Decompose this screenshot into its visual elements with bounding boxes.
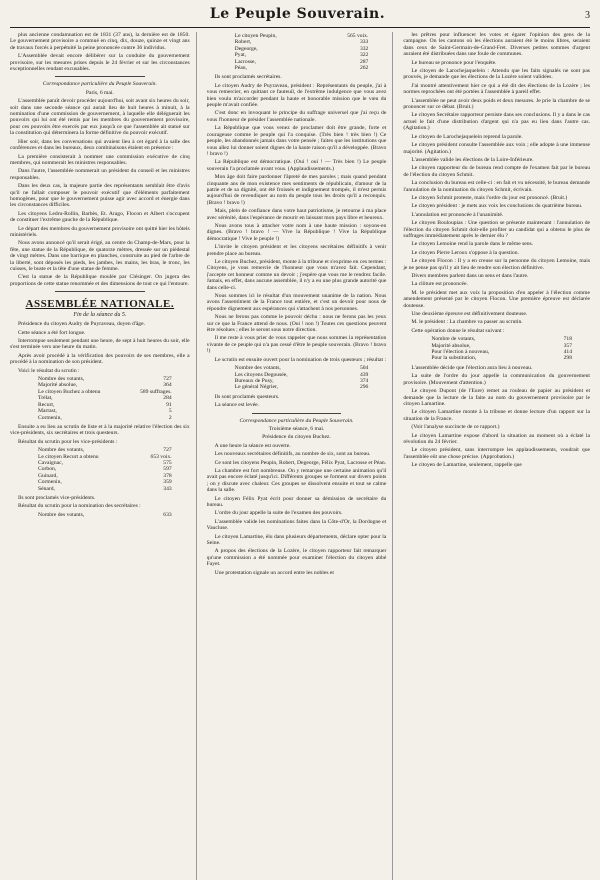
paragraph: Voici le résultat du scrutin : xyxy=(18,367,80,374)
paragraph: L'Assemblée devait encore délibérer sur la conduite du gouvernement provisoire, sur les mesures prises depuis le 24 février et sur les circonstances exceptionnelles rendant excusables. xyxy=(10,53,190,73)
paragraph: Le citoyen Lamartine, élu dans plusieurs départements, déclare opter pour la Seine. xyxy=(206,533,387,547)
vote-label: Le citoyen Peupin, xyxy=(234,33,277,39)
vote-value: 718 xyxy=(563,336,572,343)
paragraph: Le citoyen de Larochejaquelein : Attendu que les faits signalés ne sont pas prouvés, je demande que les élections de la Lozère soient validées. xyxy=(403,68,590,81)
vote-label: Nombre des votants, xyxy=(38,511,85,518)
vote-value: 2 xyxy=(168,414,172,421)
paragraph: La séance est levée. xyxy=(214,402,260,409)
paragraph: Interrompue seulement pendant une heure, de sept à huit heures du soir, elle s'est terminée vers une heure du matin. xyxy=(10,338,190,351)
vote-label: Trélat, xyxy=(38,395,53,402)
vote-label: Bureaux de Pusy, xyxy=(234,377,274,384)
vote-value: 378 xyxy=(163,472,172,479)
paragraph: La République que vous venez de proclamer doit être grande, forte et courageuse comme le peuple qui l'a conquise. (Très bien ! très bien !) Ce peuple, les abandonnés jamais dans votre pensée ; faites que les institutions que vous allez lui donner soient dignes de la haute raison qu'il a développée. (Bravo ! bravo !) xyxy=(206,125,387,157)
vote-label: Cavaignac, xyxy=(38,459,64,466)
paragraph: (Voir l'analyse succincte de ce rapport.) xyxy=(411,424,500,431)
vote-value: 343 xyxy=(163,485,172,492)
separator xyxy=(55,76,145,77)
vote-label: Cormenin, xyxy=(38,414,62,421)
paragraph: L'ordre du jour appelle la suite de l'examen des pouvoirs. xyxy=(214,510,343,517)
section-title: ASSEMBLÉE NATIONALE. xyxy=(25,298,175,311)
paragraph: L'assemblée décide que l'élection aura lieu à nouveau. xyxy=(411,364,533,371)
vote-value: 5 xyxy=(168,408,172,415)
paragraph: L'assemblée valide les élections de la Loire-Inférieure. xyxy=(411,156,534,163)
paragraph: Le citoyen Schmit proteste, mais l'ordre du jour est prononcé. (Bruit.) xyxy=(411,194,568,201)
column-1 xyxy=(10,32,197,880)
paragraph: Après avoir procédé à la vérification des pouvoirs de ses membres, elle a procédé à la nomination de son président. xyxy=(10,352,190,366)
paragraph: Le citoyen Bouloupias : Une question se présente maintenant : l'annulation de l'élection du citoyen Schmit doit-elle profiter au candidat qui a obtenu le plus de suffrages immédiatement après le dernier élu ? xyxy=(403,220,590,239)
paragraph: La conclusion du bureau est celle-ci : en fait et vu nécessité, le bureau demande l'annulation de la nomination du citoyen Schmit, écrivain. xyxy=(403,180,590,193)
columns xyxy=(10,32,590,880)
vote-label: Pour l'élection à nouveau, xyxy=(431,349,490,356)
vote-row xyxy=(10,415,190,421)
column-3 xyxy=(403,32,590,880)
vote-value: 284 xyxy=(163,395,172,402)
paragraph: Le bureau se prononce pour l'enquête. xyxy=(411,59,497,66)
vote-label: Cormenin, xyxy=(38,479,62,486)
paragraph: Le citoyen rapporteur du 4e bureau rend compte de l'examen fait par le bureau de l'élection du citoyen Schmit. xyxy=(403,165,590,178)
vote-value: 504 xyxy=(359,365,369,372)
vote-value: 296 xyxy=(359,384,369,391)
vote-list xyxy=(207,33,387,71)
vote-row xyxy=(207,65,387,71)
vote-value: 633 xyxy=(163,511,172,518)
paragraph: Divers membres parlent dans un sens et dans l'autre. xyxy=(411,273,529,279)
vote-list xyxy=(10,447,190,492)
paragraph: Résultat du scrutin pour la nomination des secrétaires : xyxy=(18,503,141,510)
paragraph: Ensuite a eu lieu au scrutin de liste et à la majorité relative l'élection des six vice-présidents, six secrétaires et trois questeurs. xyxy=(10,423,190,437)
vote-label: Pour la substitution, xyxy=(431,355,477,362)
paragraph: Mais, plein de confiance dans votre haut patriotisme, je retourne à ma place avec sérénité, dans l'espérance de mourir en laissant mon pays libre et heureux. xyxy=(206,208,387,221)
correspondence-title: Correspondance particulière du Peuple Souverain. xyxy=(42,81,157,88)
paragraph: L'assemblée ne peut avoir deux poids et deux mesures. Je prie la chambre de se prononcer sur ce débat. (Bruit.) xyxy=(403,97,590,111)
paragraph: Le citoyen Lamartine expose d'abord la situation au moment où a éclaté la révolution du 24 février. xyxy=(403,432,590,445)
vote-value: 287 xyxy=(359,58,369,65)
vote-value: 374 xyxy=(359,377,369,384)
vote-label: Nombre des votants, xyxy=(38,376,85,383)
paragraph: Le départ des membres du gouvernement provisoire ont quitté hier les hôtels ministériels. xyxy=(10,225,190,238)
vote-label: Nombre de votants, xyxy=(431,336,476,343)
vote-label: Sénard, xyxy=(38,485,55,492)
vote-label: Le citoyen Recurt a obtenu xyxy=(38,453,99,460)
correspondence-title: Correspondance particulière du Peuple Souverain. xyxy=(239,417,354,424)
paragraph: Cette opération donne le résultat suivant : xyxy=(411,327,505,334)
correspondence-date: Troisième séance, 6 mai. xyxy=(268,425,325,432)
page-number: 3 xyxy=(585,10,590,21)
paragraph: Le citoyen président : je mets aux voix les conclusions du quatrième bureau. xyxy=(411,203,583,210)
paragraph: Le citoyen de Lamartine, seulement, rappelle que xyxy=(411,462,522,469)
paragraph: L'annulation est prononcée à l'unanimité. xyxy=(411,211,504,218)
vote-row xyxy=(10,512,190,518)
paragraph: Présidence du citoyen Buchez. xyxy=(262,434,331,441)
page-header xyxy=(10,6,590,28)
vote-label: Les citoyens Degousée, xyxy=(234,371,288,378)
paragraph: Le citoyen Audry de Puyraveau, président : Représentants du peuple, j'ai à vous remercier, en quittant ce fauteuil, de l'extrême indulgence que vous avez bien voulu m'accorder pendant la haute et honorable mission que le vœu du peuple m'avait confiée. xyxy=(206,82,387,109)
paragraph: Dans l'autre, l'assemblée nommerait un président du conseil et les ministres responsables. xyxy=(10,168,190,181)
paragraph: Le citoyen Flocon : Il y a en creuse sur la personne du citoyen Lemoine, mais je ne pense pas qu'il y ait lieu de rendre son élection définitive. xyxy=(403,258,590,271)
paragraph: Le citoyen Secrétaire rapporteur persiste dans ses conclusions. Il y a dans le cas actuel le fait d'une distribution d'argent qui n'a pas eu lieu dans l'autre cas. (Agitation.) xyxy=(403,112,590,132)
vote-value: 597 xyxy=(163,466,172,473)
vote-value: 727 xyxy=(163,447,172,454)
paragraph: Ils sont proclamés vice-présidents. xyxy=(18,494,96,501)
paragraph: Hier soir, dans les conversations qui avaient lieu à cet égard à la salle des conférences et dans les bureaux, deux combinaisons étaient en présence : xyxy=(10,138,190,152)
paragraph: L'assemblée valide les nominations faites dans la Côte-d'Or, la Dordogne et Vaucluse. xyxy=(206,518,387,532)
vote-value: 359 xyxy=(163,479,172,486)
vote-value: 727 xyxy=(163,376,172,383)
vote-label: Degeorge, xyxy=(234,45,258,52)
vote-label: Pyat, xyxy=(234,52,246,59)
paragraph: La première consisterait à nommer une commission exécutive de cinq membres, qui nommerait les ministres responsables. xyxy=(10,153,190,166)
vote-value: 332 xyxy=(359,45,369,52)
vote-list xyxy=(207,365,387,391)
paragraph: C'est donc en invoquant le principe du suffrage universel que j'ai reçu de vous l'honneur de présider l'assemblée nationale. xyxy=(206,110,387,123)
paragraph: Le citoyen Félix Pyat écrit pour donner sa démission de secrétaire du bureau. xyxy=(206,495,387,508)
vote-value: 364 xyxy=(163,382,172,389)
correspondence-date: Paris, 6 mai. xyxy=(85,89,114,96)
vote-row xyxy=(10,486,190,492)
paragraph: L'assemblée paraît devoir procéder aujourd'hui, soit avant six heures du soir, soit dans une seconde séance qui aurait lieu de huit heures à minuit, à la nomination d'une commission de gouvernement, à laquelle elle déléguerait les pouvoirs qui lui ont été remis par les membres du gouvernement provisoire, pour ces pouvoirs être exercés par eux jusqu'à ce que l'assemblée ait statué sur la constitution qui déterminera la forme définitive du pouvoir exécutif. xyxy=(10,98,190,137)
paragraph: L'invite le citoyen président et les citoyens secrétaires définitifs à venir prendre place au bureau. xyxy=(206,244,387,257)
paragraph: Nous ne ferons pas comme le pouvoir déchu : nous ne ferons pas les yeux sur ce que la France attend de nous. (Oui ! non !) Toutes ces questions peuvent être résolues ; elles le seront sous notre direction. xyxy=(206,314,387,334)
paragraph: La République est démocratique. (Oui ! oui ! — Très bien !) Le peuple souverain l'a proclamée avant vous. (Applaudissements.) xyxy=(206,159,387,172)
paragraph: Mon âge doit faire pardonner l'âpreté de mes paroles ; mais quand pendant cinquante ans de mon existence mes sentiments de républicain, d'amour de la patrie et de sa dignité, ont été froissés et indignement trompés, il m'est permis aujourd'hui de revendiquer au nom du peuple tous les droits qu'il a reconquis. (Bravo ! bravo !) xyxy=(206,174,387,206)
vote-label: Nombre des votants, xyxy=(234,365,281,372)
vote-label: Majorité absolue, xyxy=(38,382,78,389)
vote-row xyxy=(207,384,387,390)
paragraph: J'ai montré attentivement hier ce qui a été dit des élections de la Lozère ; les normes reprochées ont été portées à l'assemblée à pareil effet. xyxy=(403,82,590,96)
paragraph: Nous avons tous à attacher votre nom à une haute mission : soyons-en dignes. (Bravo ! bravo ! — Vive la République ! Vive la République démocratique ! Vive le peuple !) xyxy=(206,222,387,242)
paragraph: Il me reste à vous prier de vous rappeler que nous sommes la représentation vivante de ce peuple qui n'a pas cessé d'être le peuple souverain. (Bravo ! bravo !) xyxy=(206,335,387,355)
paragraph: plus ancienne condamnation est de 1831 (37 ans), la dernière est de 1850. Le gouvernement provisoire a commué en cinq, dix, douze, quinze et vingt ans de travaux forcés à perpétuité la peine prononcée contre 36 individus. xyxy=(10,32,190,51)
paragraph: Le citoyen Buchez, président, monte à la tribune et s'exprime en ces termes : Citoyens, je vous remercie de l'honneur que vous m'avez fait. Cependant, j'accepte cet honneur comme un devoir ; j'espère que vous me le rendrez facile. Jamais, en effet, dans aucune assemblée, il n'y a eu une plus grande autorité que dans celle-ci. xyxy=(206,259,387,291)
vote-value: 91 xyxy=(166,401,172,408)
paragraph: Les nouveaux secrétaires définitifs, au nombre de six, sont au bureau. xyxy=(214,451,371,458)
paragraph: Une deuxième épreuve est définitivement douteuse. xyxy=(411,311,528,318)
paragraph: Le citoyen président, sans interrompre les applaudissements, voudrait que l'assemblée eût une chose précise. (Approbation.) xyxy=(403,447,590,460)
paragraph: les prêtres pour influencer les votes et égarer l'opinion des gens de la campagne. On les cantons où les élections auraient été le moins libres, seraient dans ceux de Saint-Germain-de-Grand-Fret. Diverses petites sommes d'argent auraient été distribuées dans une foule de communes. xyxy=(403,32,590,58)
vote-value: 414 xyxy=(563,349,572,356)
paragraph: M. le président met aux voix la proposition d'en appeler à l'élection comme amendement présenté par le citoyen Flocon. Une première épreuve est déclarée douteuse. xyxy=(403,289,590,309)
vote-label: Le citoyen Buchez a obtenu xyxy=(38,388,101,395)
newspaper-title: Le Peuple Souverain. xyxy=(209,6,386,22)
paragraph: Dans les deux cas, la majeure partie des représentants semblait être d'avis qu'il ne fallait composer le pouvoir exécutif que d'éléments parfaitement homogènes, pour que le gouvernement puisse agir avec accord et énergie dans les circonstances difficiles. xyxy=(10,183,190,209)
paragraph: Cette séance a été fort longue. xyxy=(18,329,86,336)
paragraph: Nous avons annoncé qu'il serait érigé, au centre du Champ-de-Mars, pour la fête, une statue de la République, de quatorze mètres, dressée sur un piédestal de vingt mètres. Dans une barrique en planches, construite au pied de l'arbre de la liberté, sont déposés les pieds, les jambes, les mains, les bras, le tronc, les cuisses, le buste et la tête d'une statue de femme. xyxy=(10,240,190,272)
paragraph: Le citoyen de Larochejaquelein reprend la parole. xyxy=(411,133,523,140)
vote-value: 589 suffrages. xyxy=(140,388,172,395)
column-2 xyxy=(207,32,394,880)
vote-value: 575 xyxy=(163,459,172,466)
paragraph: La suite de l'ordre du jour appelle la communication du gouvernement provisoire. (Mouvement d'attention.) xyxy=(403,373,590,386)
separator xyxy=(55,291,145,292)
paragraph: Présidence du citoyen Audry de Puyraveau, doyen d'âge. xyxy=(18,321,145,328)
paragraph: Le scrutin est ensuite ouvert pour la nomination de trois questeurs ; résultat : xyxy=(214,356,387,363)
vote-list xyxy=(403,336,590,362)
vote-value: 322 xyxy=(359,52,369,59)
vote-label: Guinard, xyxy=(38,472,58,479)
vote-label: Corbon, xyxy=(38,466,57,473)
vote-label: Robert, xyxy=(234,39,252,46)
paragraph: La clôture est prononcée. xyxy=(411,281,468,288)
paragraph: Ils sont proclamés secrétaires. xyxy=(214,74,282,81)
vote-label: Recurt, xyxy=(38,401,55,408)
vote-label: Péan, xyxy=(234,65,247,72)
paragraph: A une heure la séance est ouverte. xyxy=(214,442,291,449)
vote-label: Marrast, xyxy=(38,408,57,415)
paragraph: Une protestation signale un accord entre les nobles et xyxy=(214,569,334,576)
vote-list xyxy=(10,512,190,518)
vote-value: 565 voix. xyxy=(347,33,369,39)
paragraph: A propos des élections de la Lozère, le citoyen rapporteur fait remarquer qu'une commission a été nommée pour examiner l'élection du citoyen abbé Fayet. xyxy=(206,548,387,568)
paragraph: Le citoyen Dupont (de l'Eure) remet au rouleau de papier au président et demande que la lecture de la faite au nom du gouvernement provisoire par le citoyen Lamartine. xyxy=(403,388,590,407)
paragraph: C'est la statue de la République moulée par Clésinger. On jugera des proportions de cette statue renommée et des dimensions de tout ce qui l'entoure. xyxy=(10,274,190,287)
vote-value: 439 xyxy=(359,371,369,378)
vote-label: Lacrosse, xyxy=(234,58,256,65)
vote-row xyxy=(403,355,590,361)
paragraph: Le citoyen président consulte l'assemblée aux voix ; elle adopte à une immense majorité. (Agitation.) xyxy=(403,142,590,155)
section-subtitle: Fin de la séance du 5. xyxy=(73,312,127,319)
paragraph: M. le président : La chambre va passer au scrutin. xyxy=(411,319,523,326)
vote-value: 298 xyxy=(563,355,572,362)
paragraph: Le citoyen Pierre Leroux s'oppose à la question. xyxy=(411,249,519,256)
separator xyxy=(252,413,342,414)
vote-label: Majorité absolue, xyxy=(431,342,471,349)
vote-value: 653 voix. xyxy=(150,453,172,460)
paragraph: Ce sont les citoyens Peupin, Robert, Degeorge, Félix Pyat, Lacrosse et Péan. xyxy=(214,459,387,466)
vote-value: 262 xyxy=(359,65,369,72)
paragraph: La chambre est fort nombreuse. On y remarque une certaine animation qu'il avait pas encore éclaté jusqu'ici. Différents groupes se forment sur divers points ; on y discute avec chaleur. Ces groupes se dissolvent ensuite et tout se calme dans la salle. xyxy=(206,467,387,494)
paragraph: Le citoyen Lamartine monte à la tribune et donne lecture d'un rapport sur la situation de la France. xyxy=(403,409,590,422)
paragraph: Les citoyens Ledru-Rollin, Barbès, Et. Arago, Flocon et Albert s'occupent de constituer l'extrême gauche de la République. xyxy=(10,210,190,224)
vote-label: Le général Négrier, xyxy=(234,384,279,391)
paragraph: Ils sont proclamés questeurs. xyxy=(214,393,280,400)
vote-list xyxy=(10,376,190,421)
vote-value: 357 xyxy=(563,342,572,349)
paragraph: Le citoyen Lemoine rend la parole dans le même sens. xyxy=(411,241,534,248)
paragraph: Nous sommes ici le résultat d'un mouvement unanime de la nation. Nous avons l'assentiment de la France tout entière, et c'est un devoir pour nous de répondre dignement aux espérances qui s'attachent à nos personnes. xyxy=(206,293,387,312)
paragraph: Résultat du scrutin pour les vice-présidents : xyxy=(18,438,118,445)
vote-label: Nombre des votants, xyxy=(38,447,85,454)
vote-value: 333 xyxy=(359,39,369,46)
